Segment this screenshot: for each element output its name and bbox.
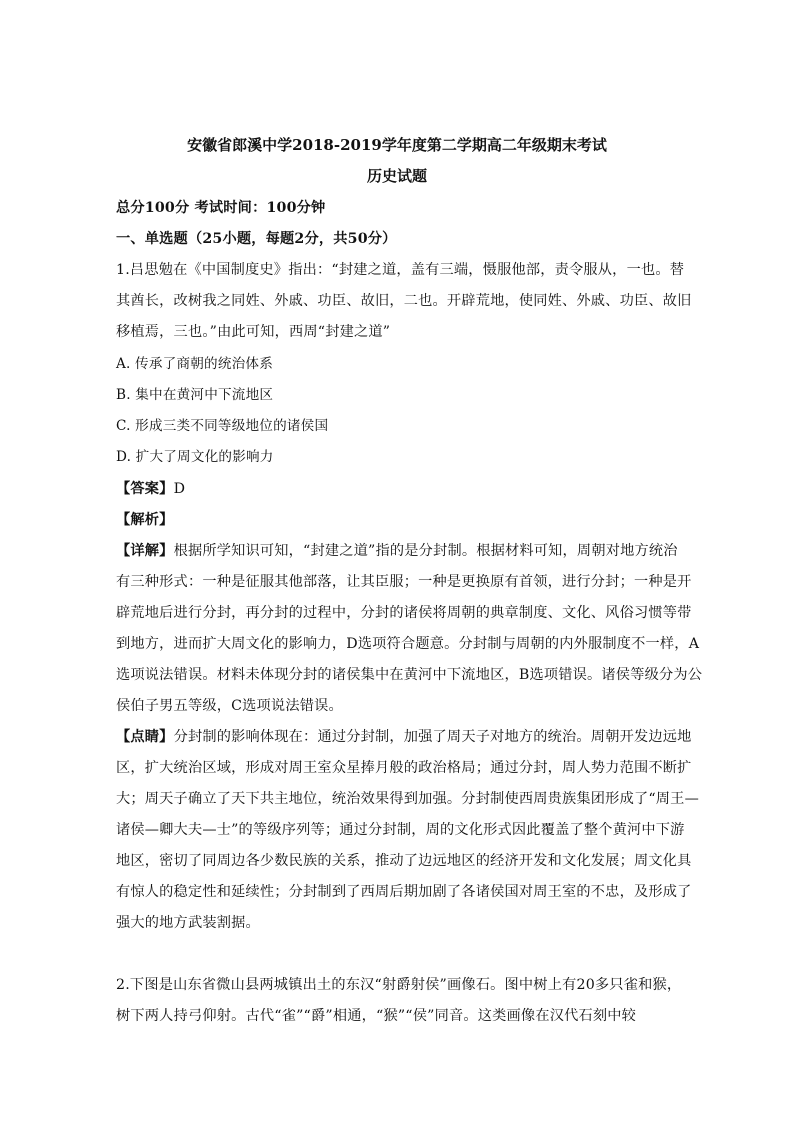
point-label: 【点睛】 bbox=[116, 729, 174, 745]
analysis-label: 【解析】 bbox=[116, 512, 174, 528]
section-title: 一、单选题（25小题，每题2分，共50分） bbox=[116, 231, 397, 247]
detail-line: 侯伯子男五等级，C选项说法错误。 bbox=[116, 698, 343, 714]
answer-label: 【答案】 bbox=[116, 481, 174, 497]
point-line: 大；周天子确立了天下共主地位，统治效果得到加强。分封制使西周贵族集团形成了“周王— bbox=[116, 791, 699, 807]
answer-line bbox=[116, 478, 688, 498]
option-b: B. 集中在黄河中下流地区 bbox=[116, 387, 274, 403]
point-line: 有惊人的稳定性和延续性；分封制到了西周后期加剧了各诸侯国对周王室的不忠，及形成了 bbox=[116, 884, 692, 900]
point-line: 诸侯—卿大夫—士”的等级序列等；通过分封制，周的文化形式因此覆盖了整个黄河中下游 bbox=[116, 822, 685, 838]
option-c: C. 形成三类不同等级地位的诸侯国 bbox=[116, 418, 329, 434]
question-1-stem-line: 其酋长，改树我之同姓、外戚、功臣、故旧，二也。开辟荒地，使同姓、外戚、功臣、故旧 bbox=[116, 293, 692, 309]
option-d: D. 扩大了周文化的影响力 bbox=[116, 449, 274, 465]
exam-info: 总分100分 考试时间：100分钟 bbox=[116, 200, 326, 216]
detail-line bbox=[116, 540, 688, 560]
point-line: 区，扩大统治区域，形成对周王室众星捧月般的政治格局；通过分封，周人势力范围不断扩 bbox=[116, 760, 692, 776]
option-a: A. 传承了商朝的统治体系 bbox=[116, 356, 273, 372]
detail-text: 根据所学知识可知，“封建之道”指的是分封制。根据材料可知，周朝对地方统治 bbox=[173, 543, 678, 559]
point-line bbox=[116, 726, 692, 746]
detail-line: 辟荒地后进行分封，再分封的过程中，分封的诸侯将周朝的典章制度、文化、风俗习惯等带 bbox=[116, 605, 692, 621]
detail-line: 选项说法错误。材料未体现分封的诸侯集中在黄河中下流地区，B选项错误。诸侯等级分为公 bbox=[116, 667, 703, 683]
point-text: 分封制的影响体现在：通过分封制，加强了周天子对地方的统治。周朝开发边远地 bbox=[173, 729, 692, 745]
answer-value: D bbox=[173, 481, 186, 497]
detail-label: 【详解】 bbox=[116, 543, 174, 559]
detail-line: 到地方，进而扩大周文化的影响力，D选项符合题意。分封制与周朝的内外服制度不一样，A bbox=[116, 636, 700, 652]
point-line: 强大的地方武装割据。 bbox=[116, 915, 260, 931]
exam-title: 安徽省郎溪中学2018-2019学年度第二学期高二年级期末考试 bbox=[187, 136, 607, 154]
exam-subject-title: 历史试题 bbox=[366, 167, 427, 185]
detail-line: 有三种形式：一种是征服其他部落，让其臣服；一种是更换原有首领，进行分封；一种是开 bbox=[116, 574, 692, 590]
point-line: 地区，密切了同周边各少数民族的关系，推动了边远地区的经济开发和文化发展；周文化具 bbox=[116, 853, 692, 869]
question-1-stem-line: 1.吕思勉在《中国制度史》指出：“封建之道，盖有三端，慑服他部，责令服从，一也。替 bbox=[116, 262, 685, 278]
question-1-stem-line: 移植焉，三也。”由此可知，西周“封建之道” bbox=[116, 324, 391, 340]
question-2-stem-line: 2.下图是山东省微山县两城镇出土的东汉“射爵射侯”画像石。图中树上有20多只雀和猴， bbox=[116, 977, 682, 993]
question-2-stem-line: 树下两人持弓仰射。古代“雀”“爵”相通，“猴”“侯”同音。这类画像在汉代石刻中较 bbox=[116, 1008, 637, 1024]
